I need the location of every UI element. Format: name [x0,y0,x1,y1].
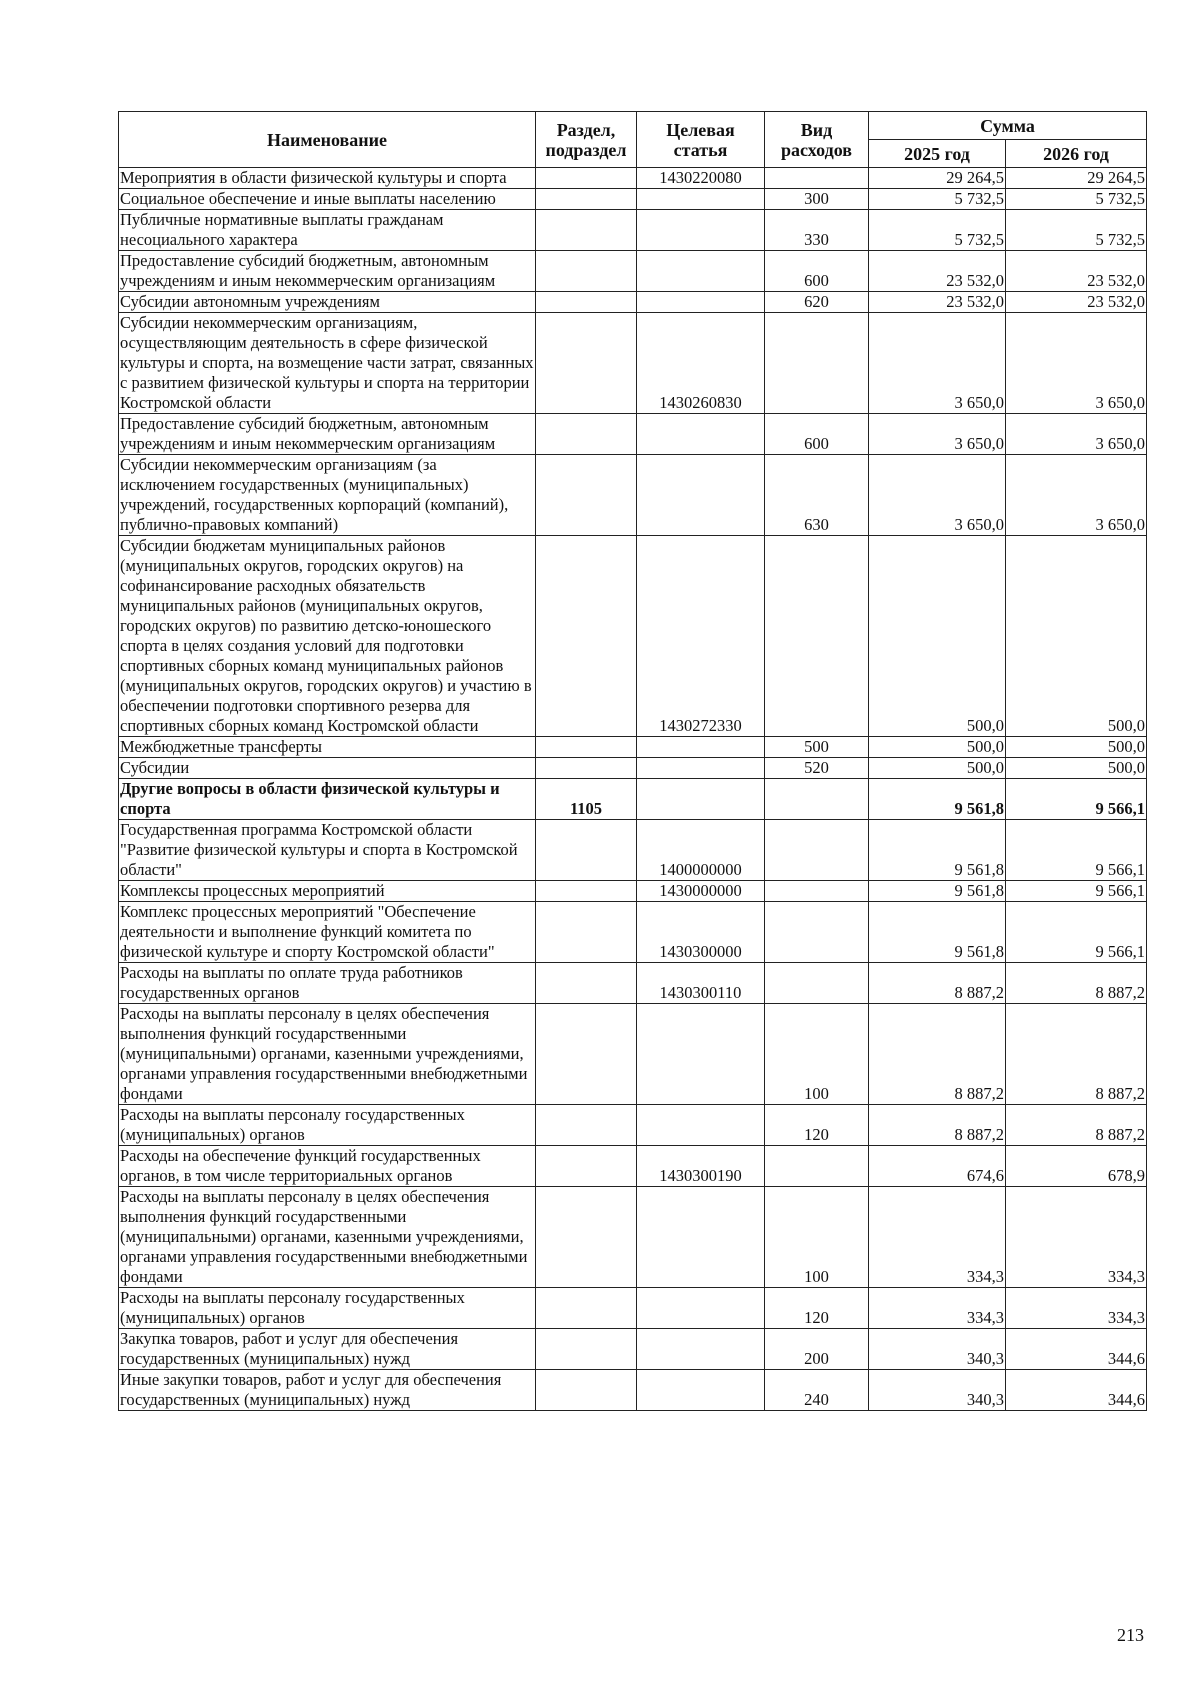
row-expense-kind: 120 [765,1288,869,1329]
table-row [119,168,1147,189]
row-expense-kind: 300 [765,189,869,210]
row-section [536,1329,637,1370]
page-number: 213 [1117,1625,1144,1645]
row-name: Предоставление субсидий бюджетным, автономным учреждениям и иным некоммерческим организациям [119,414,536,455]
row-sum-2025: 3 650,0 [869,455,1006,536]
row-section [536,902,637,963]
table-row [119,758,1147,779]
row-expense-kind [765,820,869,881]
row-target-article: 1430220080 [637,168,765,189]
row-name: Расходы на обеспечение функций государственных органов, в том числе территориальных органов [119,1146,536,1187]
row-name: Субсидии некоммерческим организациям (за исключением государственных (муниципальных) учреждений, государственных корпораций (компаний), публично-правовых компаний) [119,455,536,536]
budget-table [118,111,1147,1411]
row-section: 1105 [536,779,637,820]
row-name: Другие вопросы в области физической культуры и спорта [119,779,536,820]
row-sum-2025: 5 732,5 [869,189,1006,210]
header-sum: Сумма [869,112,1147,140]
row-section [536,168,637,189]
row-sum-2026: 9 566,1 [1006,779,1147,820]
row-sum-2025: 3 650,0 [869,313,1006,414]
row-target-article [637,1288,765,1329]
row-expense-kind: 600 [765,251,869,292]
row-section [536,1004,637,1105]
row-name: Социальное обеспечение и иные выплаты населению [119,189,536,210]
row-sum-2026: 344,6 [1006,1329,1147,1370]
row-sum-2025: 500,0 [869,737,1006,758]
row-expense-kind [765,313,869,414]
row-sum-2026: 500,0 [1006,737,1147,758]
table-row [119,1187,1147,1288]
row-sum-2025: 9 561,8 [869,902,1006,963]
row-target-article [637,779,765,820]
row-sum-2025: 8 887,2 [869,963,1006,1004]
row-section [536,963,637,1004]
table-row [119,536,1147,737]
table-row [119,1004,1147,1105]
row-name: Расходы на выплаты по оплате труда работников государственных органов [119,963,536,1004]
row-section [536,189,637,210]
row-expense-kind [765,168,869,189]
table-row [119,820,1147,881]
row-sum-2026: 5 732,5 [1006,189,1147,210]
row-section [536,1288,637,1329]
table-row [119,1146,1147,1187]
row-target-article [637,1105,765,1146]
row-target-article [637,189,765,210]
row-expense-kind [765,779,869,820]
row-expense-kind: 600 [765,414,869,455]
row-expense-kind [765,881,869,902]
row-name: Закупка товаров, работ и услуг для обеспечения государственных (муниципальных) нужд [119,1329,536,1370]
header-year-2026: 2026 год [1006,140,1147,168]
row-sum-2026: 8 887,2 [1006,1004,1147,1105]
row-name: Мероприятия в области физической культуры и спорта [119,168,536,189]
row-expense-kind [765,902,869,963]
row-target-article: 1430000000 [637,881,765,902]
row-expense-kind: 100 [765,1187,869,1288]
row-section [536,313,637,414]
row-sum-2026: 334,3 [1006,1187,1147,1288]
row-target-article [637,292,765,313]
table-row [119,737,1147,758]
row-target-article: 1400000000 [637,820,765,881]
row-target-article [637,414,765,455]
row-sum-2026: 5 732,5 [1006,210,1147,251]
row-sum-2026: 344,6 [1006,1370,1147,1411]
row-sum-2025: 29 264,5 [869,168,1006,189]
row-sum-2026: 334,3 [1006,1288,1147,1329]
row-sum-2025: 340,3 [869,1370,1006,1411]
row-expense-kind: 330 [765,210,869,251]
row-sum-2025: 9 561,8 [869,881,1006,902]
row-section [536,758,637,779]
row-name: Межбюджетные трансферты [119,737,536,758]
table-row [119,455,1147,536]
row-expense-kind: 620 [765,292,869,313]
row-sum-2026: 23 532,0 [1006,292,1147,313]
row-name: Субсидии некоммерческим организациям, осуществляющим деятельность в сфере физической культуры и спорта, на возмещение части затрат, связанных с развитием физической культуры и спорта на территории Костромской области [120,313,534,412]
table-row [119,313,1147,414]
row-sum-2026: 678,9 [1006,1146,1147,1187]
row-target-article: 1430300000 [637,902,765,963]
row-sum-2026: 3 650,0 [1006,455,1147,536]
row-sum-2026: 23 532,0 [1006,251,1147,292]
table-row [119,251,1147,292]
row-name: Субсидии бюджетам муниципальных районов (муниципальных округов, городских округов) на софинансирование расходных обязательств муниципальных районов (муниципальных округов, городских округов) по развитию детско-юношеского спорта в целях создания условий для подготовки спортивных сборных команд муниципальных районов (муниципальных округов, городских округов) и участию в обеспечении подготовки спортивного резерва для спортивных сборных команд Костромской области [119,536,536,737]
header-target: Целевая статья [637,112,765,168]
row-section [536,292,637,313]
row-sum-2026: 9 566,1 [1006,902,1147,963]
row-sum-2026: 8 887,2 [1006,1105,1147,1146]
row-sum-2026: 3 650,0 [1006,414,1147,455]
row-name: Субсидии [119,758,536,779]
row-name: Публичные нормативные выплаты гражданам несоциального характера [119,210,536,251]
row-target-article [637,1004,765,1105]
row-target-article [637,758,765,779]
row-target-article: 1430260830 [637,313,765,414]
row-section [536,881,637,902]
row-name: Иные закупки товаров, работ и услуг для обеспечения государственных (муниципальных) нужд [119,1370,536,1411]
row-expense-kind: 500 [765,737,869,758]
row-expense-kind: 520 [765,758,869,779]
row-name: Субсидии автономным учреждениям [119,292,536,313]
row-expense-kind: 200 [765,1329,869,1370]
row-name: Расходы на выплаты персоналу в целях обеспечения выполнения функций государственными (муниципальными) органами, казенными учреждениями, органами управления государственными внебюджетными фондами [119,1004,536,1105]
table-row [119,779,1147,820]
row-expense-kind [765,536,869,737]
row-sum-2025: 3 650,0 [869,414,1006,455]
row-sum-2026: 500,0 [1006,758,1147,779]
header-section: Раздел, подраздел [536,112,637,168]
row-name: Комплексы процессных мероприятий [119,881,536,902]
table-row [119,189,1147,210]
row-expense-kind: 240 [765,1370,869,1411]
row-section [536,455,637,536]
row-sum-2026: 3 650,0 [1006,313,1147,414]
row-target-article [637,210,765,251]
row-target-article: 1430300110 [637,963,765,1004]
table-row [119,1370,1147,1411]
row-sum-2025: 334,3 [869,1288,1006,1329]
table-row [119,1105,1147,1146]
row-sum-2025: 23 532,0 [869,292,1006,313]
row-section [536,1146,637,1187]
row-section [536,737,637,758]
row-sum-2025: 9 561,8 [869,820,1006,881]
row-sum-2025: 500,0 [869,536,1006,737]
row-sum-2025: 23 532,0 [869,251,1006,292]
table-row [119,1329,1147,1370]
row-sum-2026: 29 264,5 [1006,168,1147,189]
table-row [119,881,1147,902]
row-section [536,1105,637,1146]
row-section [536,536,637,737]
row-name: Расходы на выплаты персоналу в целях обеспечения выполнения функций государственными (муниципальными) органами, казенными учреждениями, органами управления государственными внебюджетными фондами [119,1187,536,1288]
row-sum-2025: 500,0 [869,758,1006,779]
row-section [536,414,637,455]
row-section [536,1187,637,1288]
row-expense-kind [765,1146,869,1187]
table-row [119,292,1147,313]
table-header [119,112,1147,168]
row-expense-kind [765,963,869,1004]
row-target-article [637,455,765,536]
row-sum-2026: 500,0 [1006,536,1147,737]
row-sum-2025: 340,3 [869,1329,1006,1370]
table-row [119,902,1147,963]
row-section [536,1370,637,1411]
row-sum-2025: 5 732,5 [869,210,1006,251]
row-section [536,251,637,292]
row-sum-2025: 9 561,8 [869,779,1006,820]
row-target-article [637,737,765,758]
row-section [536,820,637,881]
row-expense-kind: 100 [765,1004,869,1105]
row-sum-2025: 334,3 [869,1187,1006,1288]
row-name: Расходы на выплаты персоналу государственных (муниципальных) органов [119,1105,536,1146]
row-sum-2025: 674,6 [869,1146,1006,1187]
table-row [119,1288,1147,1329]
row-name: Комплекс процессных мероприятий "Обеспечение деятельности и выполнение функций комитета по физической культуре и спорту Костромской области" [119,902,536,963]
row-sum-2026: 9 566,1 [1006,881,1147,902]
row-target-article: 1430300190 [637,1146,765,1187]
row-target-article [637,1329,765,1370]
row-target-article [637,1187,765,1288]
row-section [536,210,637,251]
header-year-2025: 2025 год [869,140,1006,168]
row-expense-kind: 120 [765,1105,869,1146]
row-name: Расходы на выплаты персоналу государственных (муниципальных) органов [119,1288,536,1329]
header-kind: Вид расходов [765,112,869,168]
row-name: Предоставление субсидий бюджетным, автономным учреждениям и иным некоммерческим организациям [119,251,536,292]
table-body [119,168,1147,1411]
table-row [119,414,1147,455]
row-target-article [637,251,765,292]
header-name: Наименование [119,112,536,168]
row-sum-2025: 8 887,2 [869,1105,1006,1146]
row-expense-kind: 630 [765,455,869,536]
row-target-article [637,1370,765,1411]
row-sum-2026: 8 887,2 [1006,963,1147,1004]
row-name: Государственная программа Костромской области "Развитие физической культуры и спорта в Костромской области" [119,820,536,881]
row-target-article: 1430272330 [637,536,765,737]
row-sum-2025: 8 887,2 [869,1004,1006,1105]
table-row [119,210,1147,251]
table-row [119,963,1147,1004]
row-sum-2026: 9 566,1 [1006,820,1147,881]
